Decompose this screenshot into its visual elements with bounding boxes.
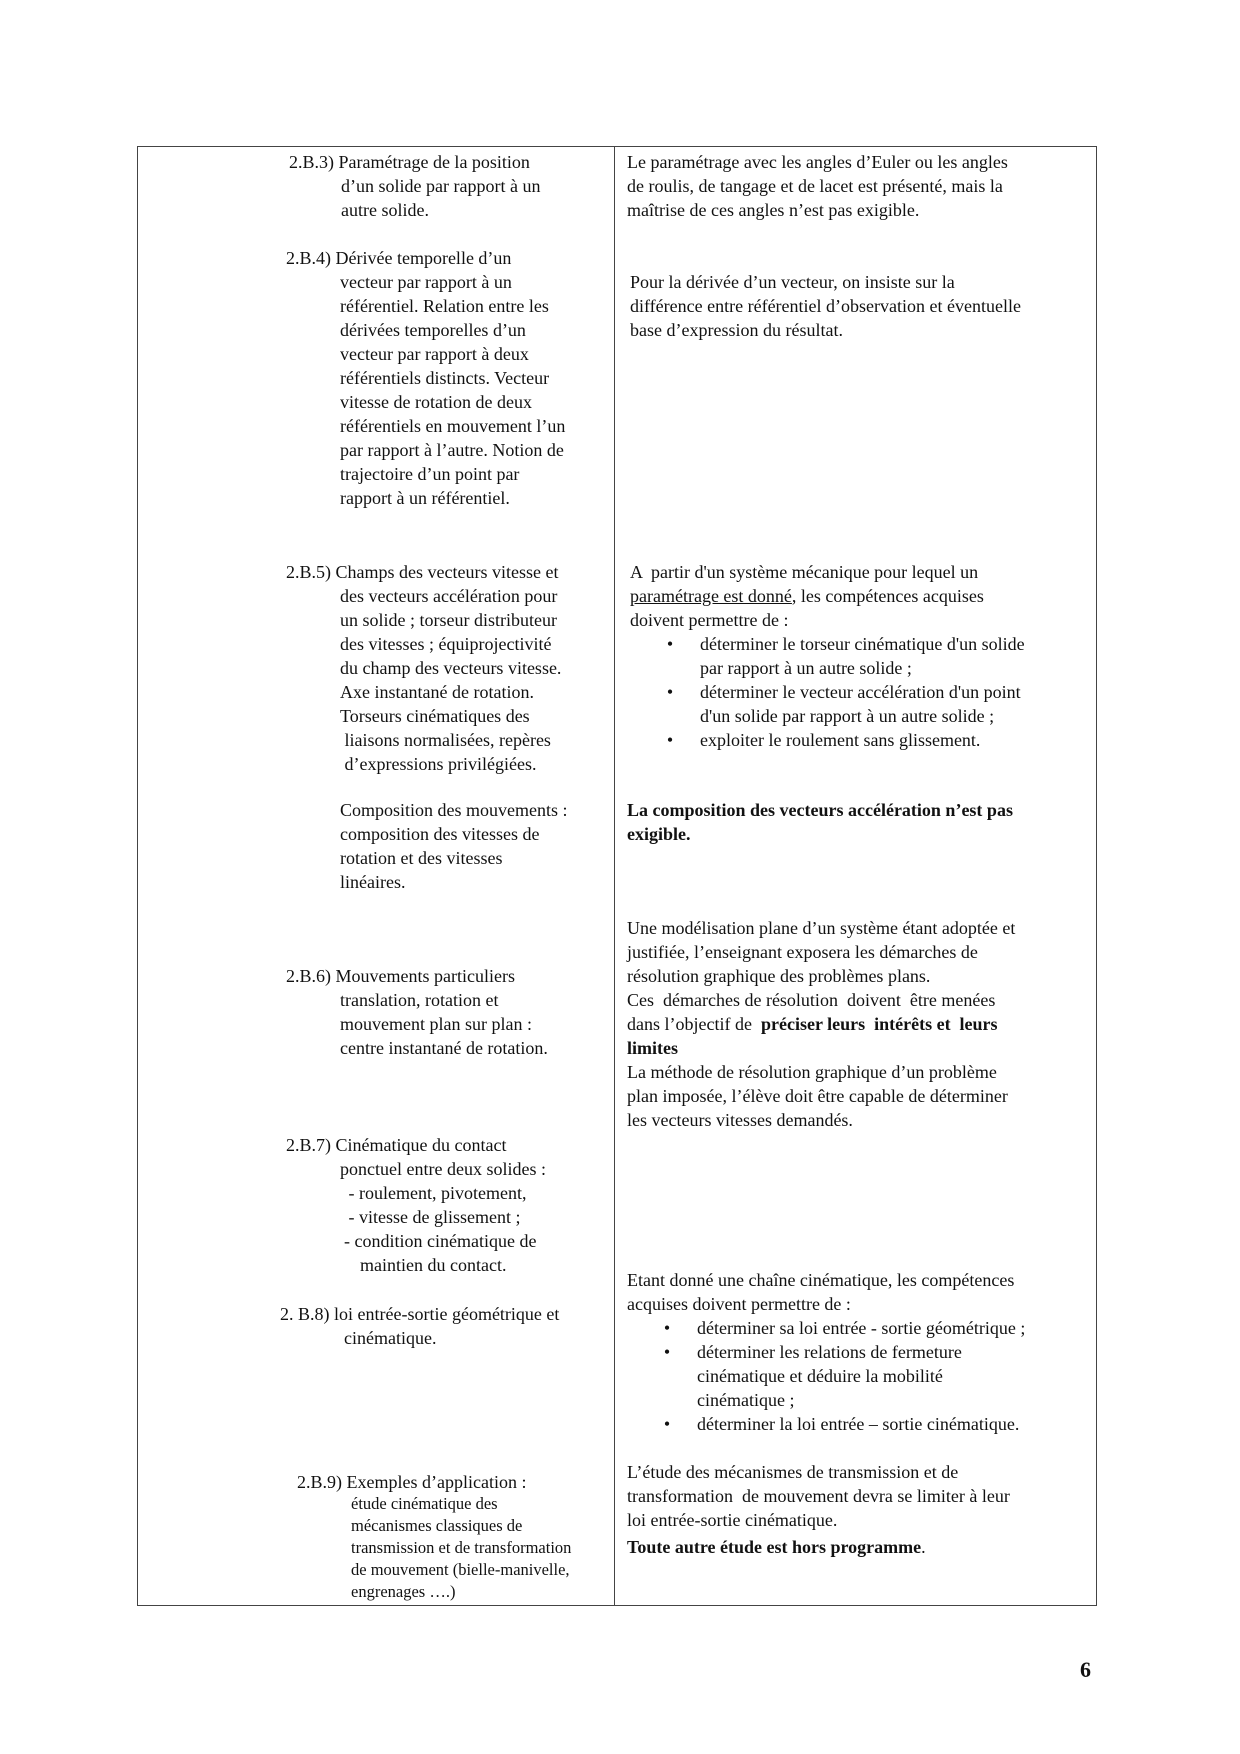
comment-2b3 <box>627 150 1008 222</box>
text-line: ponctuel entre deux solides : <box>340 1159 546 1179</box>
text-line: maîtrise de ces angles n’est pas exigible. <box>627 200 920 220</box>
bullet-text: déterminer le torseur cinématique d'un solide <box>700 634 1025 654</box>
text-line: d’expressions privilégiées. <box>340 754 537 774</box>
text-line <box>630 584 984 608</box>
text-line: mécanismes classiques de <box>351 1516 523 1535</box>
bullet-item-cont <box>657 1388 1014 1412</box>
text-line: autre solide. <box>341 200 429 220</box>
bold-text: préciser leurs intérêts et leurs <box>760 1014 998 1034</box>
text-line: trajectoire d’un point par <box>340 464 520 484</box>
text-line: de mouvement (bielle-manivelle, <box>351 1560 570 1579</box>
text-line: référentiel. Relation entre les <box>340 296 549 316</box>
comment-2b5 <box>630 560 1025 752</box>
text-line: La composition des vecteurs accélération n’est pas <box>627 800 1013 820</box>
text-line: des vitesses ; équiprojectivité <box>340 634 552 654</box>
text-line: justifiée, l’enseignant exposera les démarches de <box>627 942 978 962</box>
text-line: 2.B.5) Champs des vecteurs vitesse et <box>286 562 559 582</box>
text-line: - roulement, pivotement, <box>344 1183 527 1203</box>
text-line: vecteur par rapport à un <box>340 272 512 292</box>
text-line: La méthode de résolution graphique d’un problème <box>627 1062 997 1082</box>
text-line <box>627 1535 1010 1559</box>
bullet-item <box>660 728 984 752</box>
section-2b9 <box>297 1470 571 1603</box>
bullet-text: par rapport à un autre solide ; <box>700 658 912 678</box>
section-2b7 <box>286 1133 546 1277</box>
text-line: 2. B.8) loi entrée-sortie géométrique et <box>280 1304 560 1324</box>
bullet-icon: • <box>663 1342 671 1362</box>
text-line: Torseurs cinématiques des <box>340 706 530 726</box>
section-2b6 <box>286 964 548 1060</box>
text-line: rapport à un référentiel. <box>340 488 510 508</box>
text-line: A partir d'un système mécanique pour lequel un <box>630 562 979 582</box>
text-line: transmission et de transformation <box>351 1538 572 1557</box>
comment-2b5-bold <box>627 798 1013 846</box>
text-line: exigible. <box>627 824 691 844</box>
text-line: base d’expression du résultat. <box>630 320 843 340</box>
text-line: des vecteurs accélération pour <box>340 586 558 606</box>
bold-text: Toute autre étude est hors programme <box>627 1537 922 1557</box>
text-line: Axe instantané de rotation. <box>340 682 534 702</box>
text-line: étude cinématique des <box>351 1494 498 1513</box>
text-line: résolution graphique des problèmes plans. <box>627 966 931 986</box>
bullet-icon: • <box>666 634 674 654</box>
text-line: doivent permettre de : <box>630 610 789 630</box>
section-2b4 <box>286 246 565 510</box>
text-line: vecteur par rapport à deux <box>340 344 529 364</box>
comment-2b6 <box>627 916 1015 1132</box>
text-line: Le paramétrage avec les angles d’Euler ou les angles <box>627 152 1008 172</box>
text-line: un solide ; torseur distributeur <box>340 610 557 630</box>
bullet-item-cont <box>660 704 995 728</box>
text-line: 2.B.3) Paramétrage de la position <box>289 152 530 172</box>
bullet-icon: • <box>666 682 674 702</box>
text-line: L’étude des mécanismes de transmission et de <box>627 1462 959 1482</box>
text-line: de roulis, de tangage et de lacet est présenté, mais la <box>627 176 1003 196</box>
text-line: 2.B.7) Cinématique du contact <box>286 1135 507 1155</box>
bullet-item <box>660 632 1025 656</box>
comment-2b9 <box>627 1460 1010 1559</box>
section-2b5-composition <box>340 798 568 894</box>
text-line <box>627 1012 1015 1036</box>
text-line: composition des vitesses de <box>340 824 540 844</box>
comment-2b8 <box>627 1268 1026 1436</box>
text-line: linéaires. <box>340 872 406 892</box>
bullet-text: exploiter le roulement sans glissement. <box>700 730 981 750</box>
text-line: limites <box>627 1038 678 1058</box>
text-line: mouvement plan sur plan : <box>340 1014 532 1034</box>
text-line: translation, rotation et <box>340 990 499 1010</box>
text-line: engrenages ….) <box>351 1582 456 1601</box>
bullet-text: déterminer le vecteur accélération d'un point <box>700 682 1021 702</box>
text-span: dans l’objectif de <box>627 1014 761 1034</box>
underlined-text: paramétrage est donné <box>630 586 792 606</box>
text-line: acquises doivent permettre de : <box>627 1294 851 1314</box>
section-2b5 <box>286 560 561 776</box>
bullet-item-cont <box>660 656 984 680</box>
bullet-item <box>657 1340 1014 1364</box>
comment-2b4 <box>630 270 1021 342</box>
bullet-item <box>660 680 1021 704</box>
text-line: rotation et des vitesses <box>340 848 503 868</box>
bullet-icon: • <box>663 1318 671 1338</box>
text-line: référentiels distincts. Vecteur <box>340 368 550 388</box>
text-line: différence entre référentiel d’observation et éventuelle <box>630 296 1021 316</box>
text-line: Une modélisation plane d’un système étant adoptée et <box>627 918 1016 938</box>
section-2b3 <box>289 150 540 222</box>
text-line: cinématique. <box>344 1328 437 1348</box>
text-line: 2.B.6) Mouvements particuliers <box>286 966 515 986</box>
bullet-item <box>657 1316 1026 1340</box>
bullet-icon: • <box>666 730 674 750</box>
text-line: plan imposée, l’élève doit être capable de déterminer <box>627 1086 1008 1106</box>
text-span: . <box>921 1537 926 1557</box>
text-line: liaisons normalisées, repères <box>340 730 551 750</box>
text-line: Composition des mouvements : <box>340 800 568 820</box>
text-line: transformation de mouvement devra se limiter à leur <box>627 1486 1010 1506</box>
text-line: Ces démarches de résolution doivent être menées <box>627 990 996 1010</box>
bullet-text: déterminer la loi entrée – sortie cinématique. <box>697 1414 1020 1434</box>
text-line: Etant donné une chaîne cinématique, les compétences <box>627 1270 1015 1290</box>
text-span: , les compétences acquises <box>791 586 984 606</box>
text-line: loi entrée-sortie cinématique. <box>627 1510 838 1530</box>
text-line: Pour la dérivée d’un vecteur, on insiste sur la <box>630 272 955 292</box>
text-line: - condition cinématique de <box>344 1231 537 1251</box>
bullet-item <box>657 1412 1020 1436</box>
text-line: - vitesse de glissement ; <box>344 1207 521 1227</box>
text-line: centre instantané de rotation. <box>340 1038 548 1058</box>
bullet-item-cont <box>657 1364 1014 1388</box>
column-divider <box>614 146 615 1606</box>
text-line: par rapport à l’autre. Notion de <box>340 440 564 460</box>
text-line: référentiels en mouvement l’un <box>340 416 566 436</box>
text-line: 2.B.9) Exemples d’application : <box>297 1472 527 1492</box>
section-2b8 <box>280 1302 559 1350</box>
bullet-text: déterminer les relations de fermeture <box>697 1342 962 1362</box>
bullet-text: déterminer sa loi entrée - sortie géométrique ; <box>697 1318 1026 1338</box>
bullet-text: cinématique ; <box>697 1390 795 1410</box>
bullet-icon: • <box>663 1414 671 1434</box>
text-line: maintien du contact. <box>360 1255 507 1275</box>
bullet-text: d'un solide par rapport à un autre solide ; <box>700 706 995 726</box>
text-line: dérivées temporelles d’un <box>340 320 526 340</box>
text-line: du champ des vecteurs vitesse. <box>340 658 562 678</box>
page-number: 6 <box>1080 1657 1091 1682</box>
text-line: 2.B.4) Dérivée temporelle d’un <box>286 248 512 268</box>
text-line: d’un solide par rapport à un <box>341 176 541 196</box>
text-line: les vecteurs vitesses demandés. <box>627 1110 853 1130</box>
bullet-text: cinématique et déduire la mobilité <box>697 1366 943 1386</box>
text-line: vitesse de rotation de deux <box>340 392 532 412</box>
